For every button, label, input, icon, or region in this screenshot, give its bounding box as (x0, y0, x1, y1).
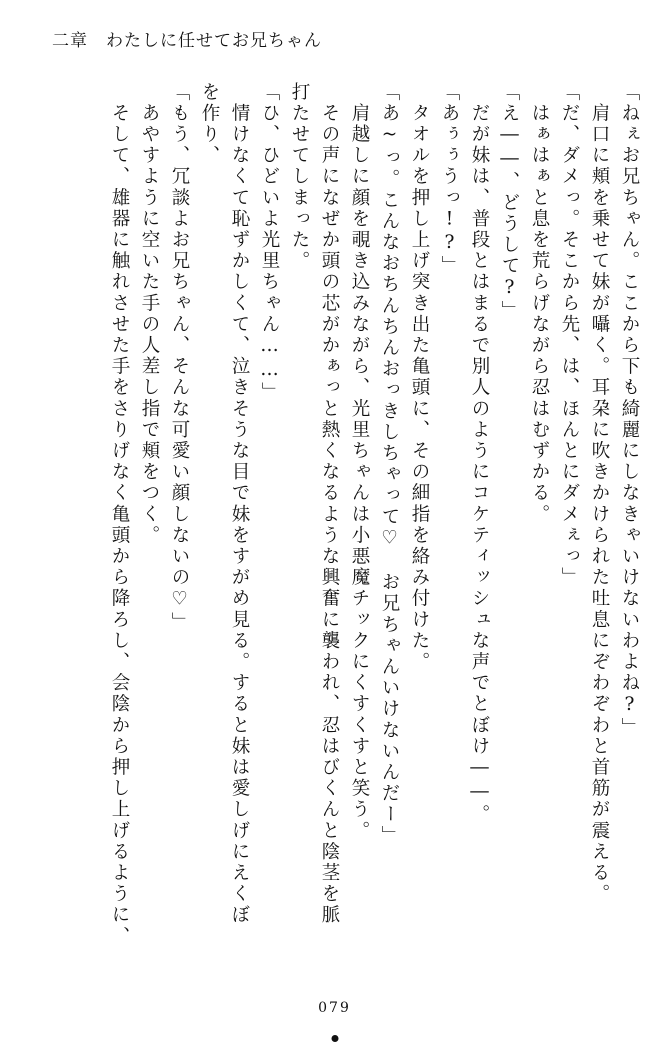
text-line: 打たせてしまった。 (289, 82, 310, 272)
page-number: 079 (318, 1000, 351, 1016)
text-line: を作り、 (199, 82, 220, 167)
text-line: 肩越しに顔を覗き込みながら、光里ちゃんは小悪魔チックにくすくすと笑う。 (349, 82, 370, 842)
text-line: そして、雄器に触れさせた手をさりげなく亀頭から降ろし、会陰から押し上げるように、 (109, 82, 130, 948)
text-line: 「ひ、ひどいよ光里ちゃん……」 (259, 82, 280, 404)
text-line: はぁはぁと息を荒らげながら忍はむずかる。 (529, 82, 550, 526)
text-line: 「え――、どうして?」 (499, 82, 520, 322)
text-line: 「もう、冗談よお兄ちゃん、そんな可愛い顔しないの♡」 (169, 82, 190, 634)
text-line: 「あぅぅうっ!?」 (439, 82, 460, 277)
text-line: あやすように空いた手の人差し指で頬をつく。 (139, 82, 160, 547)
text-line: 「ねぇお兄ちゃん。ここから下も綺麗にしなきゃいけないわよね?」 (619, 82, 640, 739)
text-line: その声になぜか頭の芯がかぁっと熱くなるような興奮に襲われ、忍はびくんと陰茎を脈 (319, 82, 340, 926)
running-header (52, 26, 322, 51)
text-line: 「あ~っ。こんなおちんちんおっきしちゃって♡ お兄ちゃんいけないんだー」 (379, 82, 400, 847)
text-line: 肩口に頬を乗せて妹が囁く。耳朶に吹きかけられた吐息にぞわぞわと首筋が震える。 (589, 82, 610, 905)
text-line: 「だ、ダメっ。そこから先、は、ほんとにダメぇっ」 (559, 82, 580, 589)
chapter-number: 二章 (52, 31, 88, 51)
text-line: 情けなくて恥ずかしくて、泣きそうな目で妹をすがめ見る。すると妹は愛しげにえくぼ (229, 82, 250, 926)
chapter-title: わたしに任せてお兄ちゃん (106, 31, 322, 51)
text-line: タオルを押し上げ突き出た亀頭に、その細指を絡み付けた。 (409, 82, 430, 673)
text-line: だが妹は、普段とはまるで別人のようにコケティッシュな声でとぼけ――。 (469, 82, 490, 826)
page-marker-dot (331, 1035, 338, 1042)
vertical-text-block (38, 82, 638, 972)
